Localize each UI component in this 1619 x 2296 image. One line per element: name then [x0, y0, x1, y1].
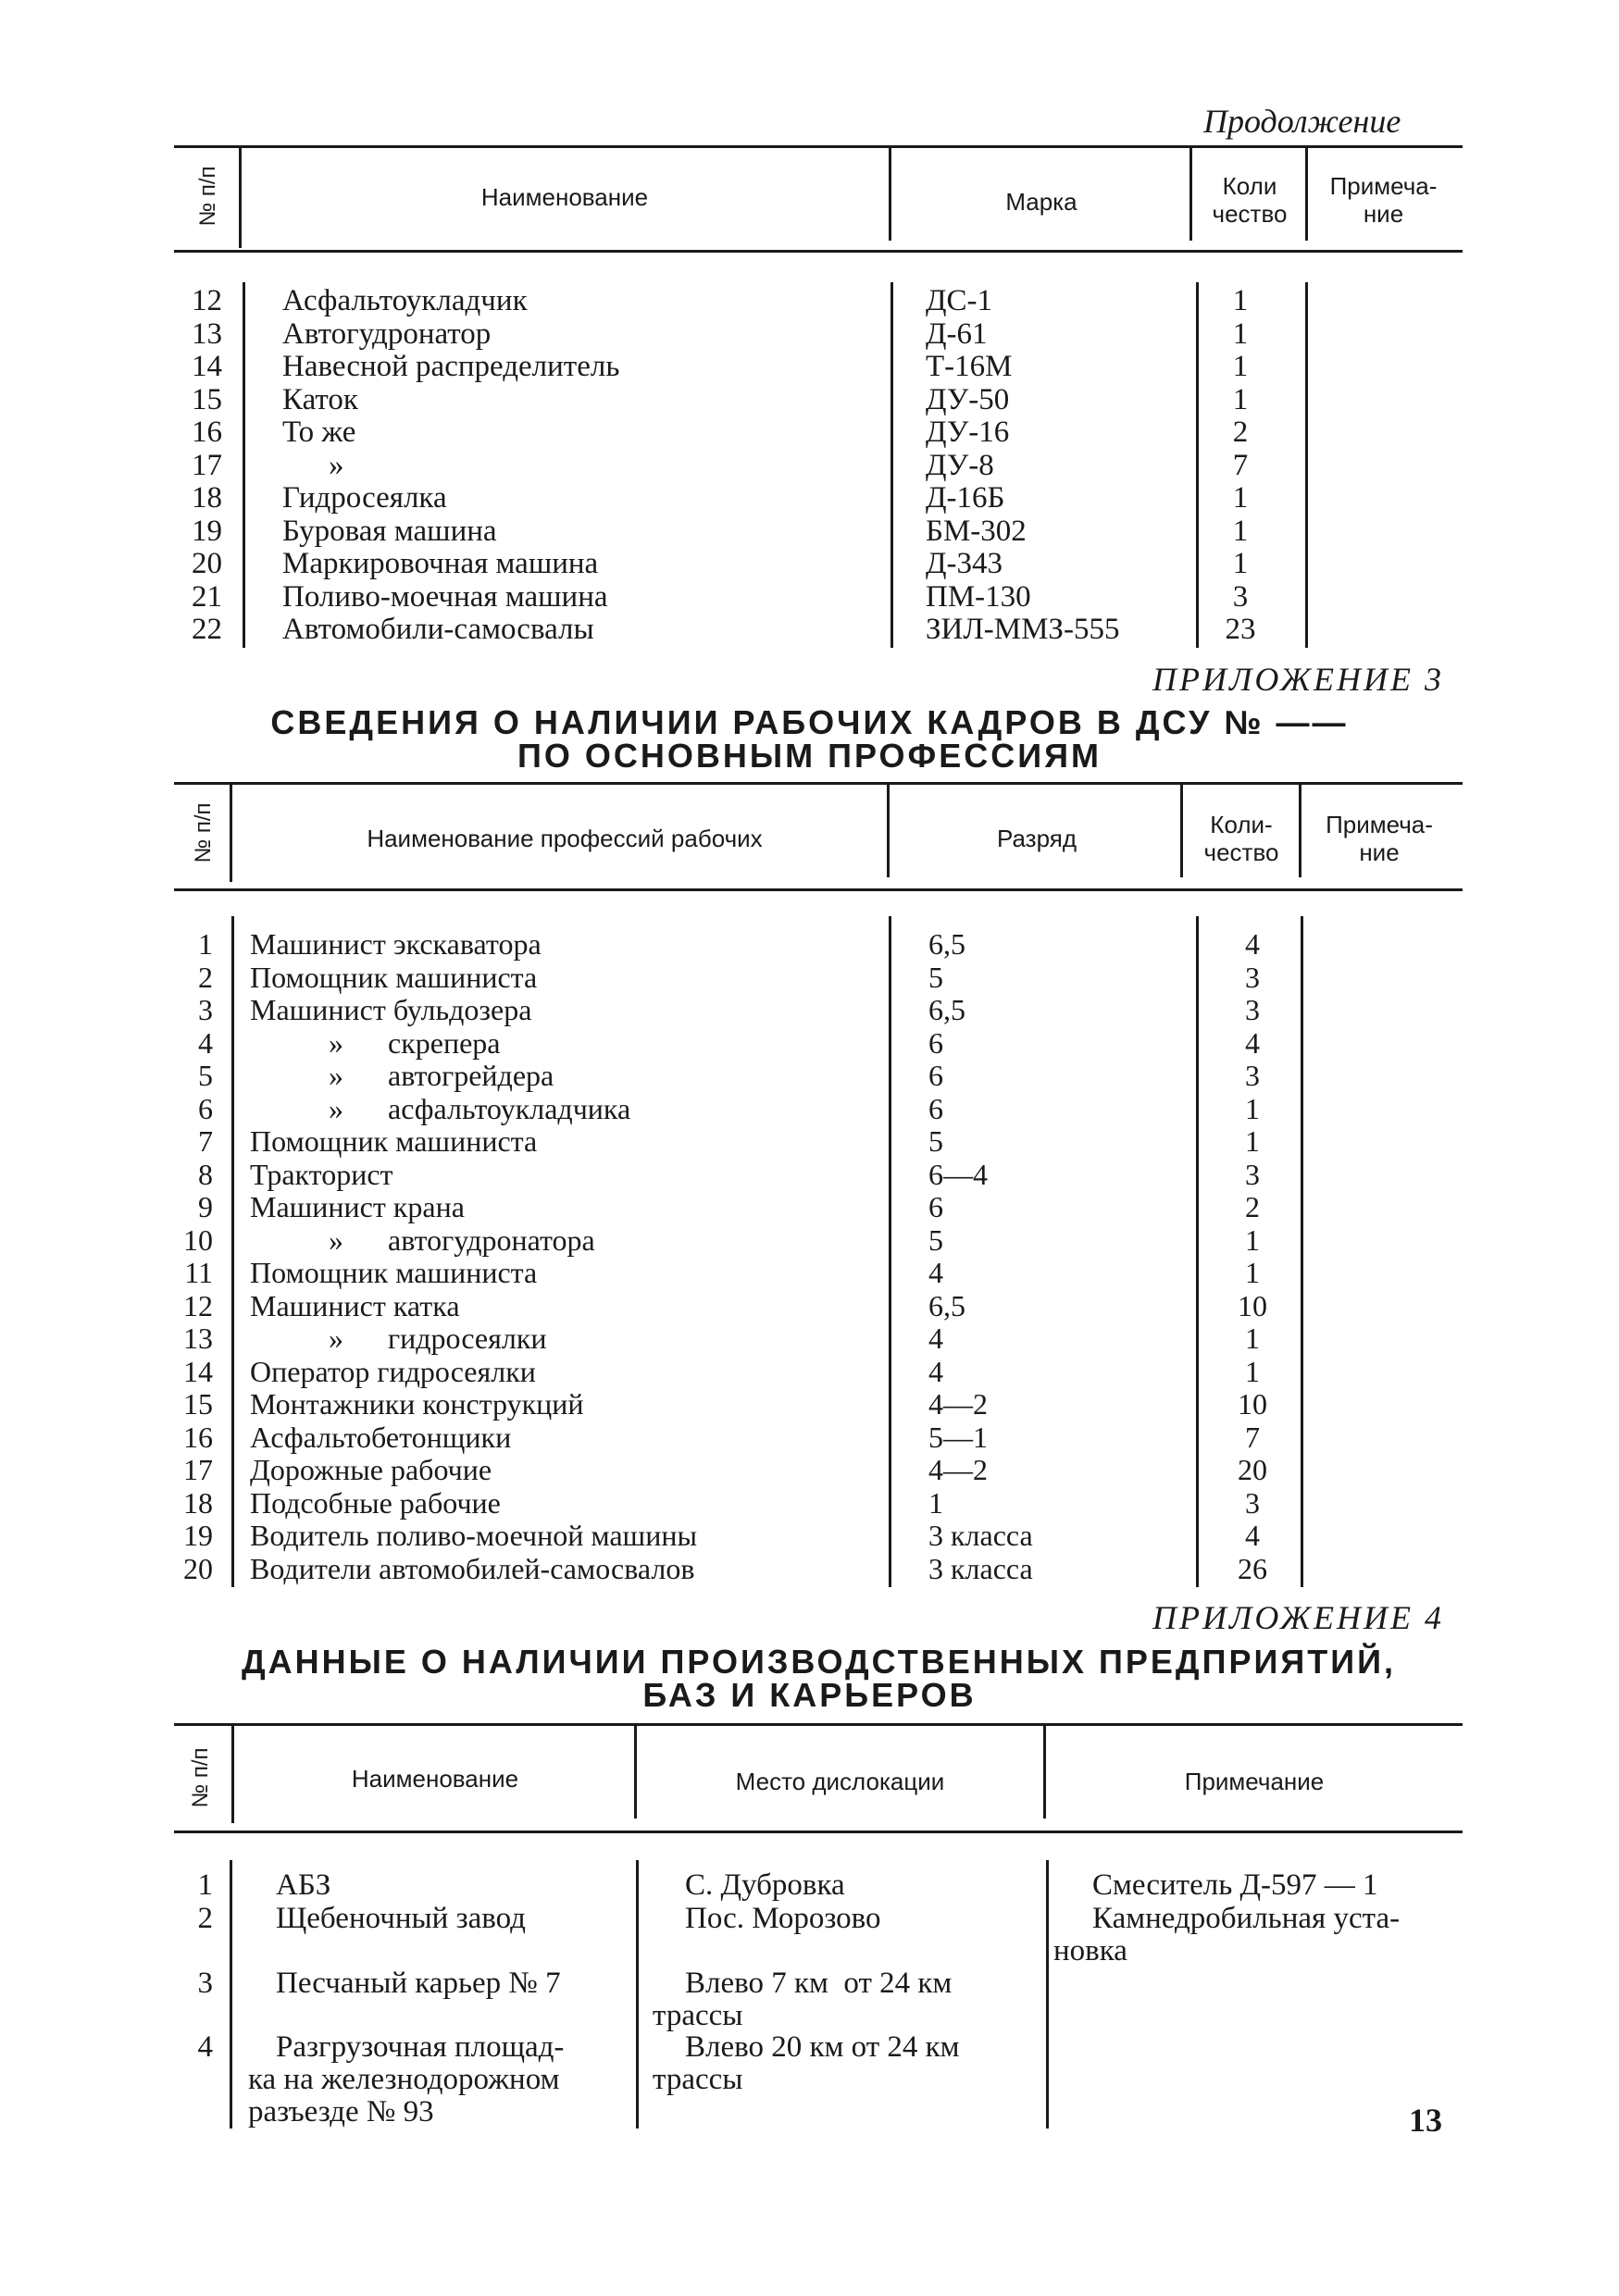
col-header-name: Наименование [351, 1765, 519, 1793]
row-number: 1 [197, 1868, 213, 1902]
table-row [0, 317, 1619, 351]
row-grade: 4 [928, 1354, 943, 1388]
row-number: 16 [183, 1420, 213, 1454]
row-grade: 6—4 [928, 1157, 988, 1191]
col-header-note: Примеча- ние [1326, 811, 1433, 866]
row-qty: 1 [1245, 1256, 1260, 1289]
row-profession: Машинист экскаватора [250, 927, 542, 961]
row-qty: 4 [1245, 1025, 1260, 1060]
row-profession: » автогрейдера [329, 1059, 554, 1092]
row-grade: 5 [928, 960, 943, 994]
appendix-3-title-line2: ПО ОСНОВНЫМ ПРОФЕССИЯМ [517, 737, 1102, 775]
row-qty: 1 [1232, 284, 1249, 317]
row-number: 9 [198, 1190, 213, 1223]
row-note-line: Камнедробильная уста- [1092, 1902, 1401, 1935]
row-number: 17 [192, 448, 222, 482]
row-profession: Машинист крана [250, 1190, 465, 1223]
row-qty: 10 [1238, 1288, 1267, 1322]
row-name-line: Песчаный карьер № 7 [276, 1967, 561, 2000]
row-qty: 1 [1232, 316, 1249, 351]
row-location-line: трассы [653, 2063, 743, 2096]
table-row [0, 1256, 1619, 1289]
col-header-qty: Коли чество [1212, 172, 1288, 228]
row-qty: 3 [1232, 579, 1249, 614]
row-brand: Д-61 [926, 316, 988, 351]
row-number: 19 [192, 514, 222, 548]
row-qty: 3 [1245, 1157, 1260, 1191]
row-grade: 4 [928, 1256, 943, 1289]
row-brand: ДУ-16 [926, 416, 1010, 449]
table-row [0, 1453, 1619, 1486]
row-brand: Т-16М [926, 350, 1013, 383]
row-profession: Машинист бульдозера [250, 993, 532, 1026]
page-number: 13 [1409, 2102, 1442, 2139]
table-row [0, 1289, 1619, 1322]
row-grade: 3 класса [928, 1519, 1033, 1552]
row-grade: 5 [928, 1124, 943, 1158]
row-name: Автомобили-самосвалы [282, 613, 594, 646]
row-number: 2 [198, 960, 213, 994]
col-header-name: Наименование [480, 183, 649, 211]
row-grade: 6,5 [928, 993, 965, 1026]
row-brand: БМ-302 [926, 514, 1027, 548]
appendix-3-title-line1: СВЕДЕНИЯ О НАЛИЧИИ РАБОЧИХ КАДРОВ В ДСУ № —— [270, 703, 1349, 741]
row-qty: 1 [1245, 1222, 1260, 1257]
row-number: 14 [183, 1354, 213, 1388]
row-brand: Д-16Б [926, 481, 1005, 515]
row-grade: 6,5 [928, 1288, 965, 1322]
table-row [0, 1158, 1619, 1191]
table-row [0, 1092, 1619, 1125]
row-name: Каток [282, 382, 358, 416]
row-profession: Водители автомобилей-самосвалов [250, 1551, 695, 1585]
row-name: Маркировочная машина [282, 547, 599, 580]
row-number: 22 [192, 613, 222, 646]
table-row [0, 1421, 1619, 1454]
row-grade: 4 [928, 1322, 943, 1355]
row-name: Навесной распределитель [282, 350, 620, 383]
col-header-grade: Разряд [997, 825, 1077, 852]
row-profession: Машинист катка [250, 1288, 460, 1322]
row-name-line: Щебеночный завод [276, 1902, 526, 1935]
row-name: То же [282, 416, 356, 449]
row-number: 13 [192, 316, 222, 351]
row-profession: Дорожные рабочие [250, 1453, 492, 1486]
row-number: 17 [183, 1453, 213, 1486]
row-qty: 1 [1232, 481, 1249, 515]
table-row [0, 927, 1619, 961]
row-number: 8 [198, 1157, 213, 1191]
row-grade: 5 [928, 1222, 943, 1257]
row-number: 14 [192, 350, 222, 383]
table-row [0, 1519, 1619, 1552]
row-profession: » асфальтоукладчика [329, 1091, 631, 1125]
row-brand: ДУ-50 [926, 382, 1010, 416]
row-profession: Помощник машиниста [250, 1124, 538, 1158]
row-grade: 3 класса [928, 1551, 1033, 1585]
table-row [0, 284, 1619, 317]
row-qty: 1 [1232, 547, 1249, 580]
row-qty: 23 [1225, 613, 1256, 646]
row-qty: 3 [1245, 993, 1260, 1026]
row-brand: ПМ-130 [926, 579, 1031, 614]
row-location-line: Влево 20 км от 24 км [685, 2030, 960, 2064]
table-row [0, 1124, 1619, 1158]
table-row [0, 547, 1619, 580]
row-profession: Помощник машиниста [250, 960, 538, 994]
row-qty: 4 [1245, 1519, 1260, 1552]
row-name-line: АБЗ [276, 1868, 331, 1902]
table-row [0, 580, 1619, 614]
table-row [0, 1322, 1619, 1355]
col-header-note: Примечание [1184, 1768, 1325, 1795]
col-header-location: Место дислокации [735, 1768, 945, 1795]
row-number: 3 [198, 993, 213, 1026]
row-number: 18 [192, 481, 222, 515]
row-profession: » автогудронатора [329, 1222, 595, 1257]
row-grade: 5—1 [928, 1420, 988, 1454]
row-qty: 1 [1245, 1124, 1260, 1158]
row-qty: 20 [1238, 1453, 1267, 1486]
row-number: 12 [183, 1288, 213, 1322]
row-number: 7 [198, 1124, 213, 1158]
table-row [0, 961, 1619, 994]
appendix-4-label: ПРИЛОЖЕНИЕ 4 [1152, 1599, 1444, 1636]
row-grade: 6,5 [928, 927, 965, 961]
row-location-line: трассы [653, 1999, 743, 2032]
row-number: 5 [198, 1059, 213, 1092]
row-profession: Оператор гидросеялки [250, 1354, 536, 1388]
row-number: 21 [192, 579, 222, 614]
col-header-note: Примеча- ние [1329, 172, 1438, 228]
table-row [0, 1552, 1619, 1585]
row-name-line: ка на железнодорожном [248, 2063, 560, 2096]
row-number: 3 [197, 1967, 213, 2000]
row-qty: 1 [1232, 382, 1249, 416]
col-header-num: № п/п [195, 166, 220, 227]
row-number: 12 [192, 284, 222, 317]
table-row [0, 515, 1619, 548]
table-row [0, 1355, 1619, 1388]
appendix-4-title-line2: БАЗ И КАРЬЕРОВ [642, 1676, 977, 1714]
row-qty: 10 [1238, 1387, 1267, 1421]
row-qty: 1 [1232, 350, 1249, 383]
row-number: 11 [184, 1256, 213, 1289]
row-profession: » гидросеялки [329, 1322, 547, 1355]
row-qty: 3 [1245, 1485, 1260, 1520]
row-qty: 7 [1232, 448, 1249, 482]
table-row [0, 1486, 1619, 1520]
row-number: 18 [183, 1485, 213, 1520]
row-qty: 1 [1245, 1091, 1260, 1125]
row-grade: 6 [928, 1059, 943, 1092]
row-name: Асфальтоукладчик [282, 284, 528, 317]
row-qty: 7 [1245, 1420, 1260, 1454]
table-row [0, 993, 1619, 1026]
row-number: 1 [198, 927, 213, 961]
table-row [0, 383, 1619, 416]
row-grade: 4—2 [928, 1387, 988, 1421]
row-qty: 3 [1245, 960, 1260, 994]
row-grade: 4—2 [928, 1453, 988, 1486]
row-qty: 4 [1245, 927, 1260, 961]
row-name: Автогудронатор [282, 316, 492, 351]
row-grade: 6 [928, 1190, 943, 1223]
table-row [0, 350, 1619, 383]
row-number: 13 [183, 1322, 213, 1355]
row-grade: 6 [928, 1025, 943, 1060]
row-location-line: Пос. Морозово [685, 1902, 881, 1935]
row-note-line: новка [1053, 1934, 1127, 1967]
continuation-label: Продолжение [1203, 103, 1401, 140]
row-profession: Подсобные рабочие [250, 1485, 501, 1520]
row-profession: Тракторист [250, 1157, 393, 1191]
row-qty: 1 [1245, 1354, 1260, 1388]
row-number: 6 [198, 1091, 213, 1125]
appendix-4-title-line1: ДАННЫЕ О НАЛИЧИИ ПРОИЗВОДСТВЕННЫХ ПРЕДПРИЯТИЙ, [242, 1643, 1396, 1681]
row-number: 10 [183, 1222, 213, 1257]
table-row [0, 613, 1619, 646]
row-brand: ЗИЛ-ММЗ-555 [926, 613, 1120, 646]
row-name: Поливо-моечная машина [282, 579, 608, 614]
row-qty: 3 [1245, 1059, 1260, 1092]
row-brand: Д-343 [926, 547, 1003, 580]
table-row [0, 449, 1619, 482]
col-header-num: № п/п [191, 802, 216, 863]
table-row [0, 1387, 1619, 1421]
row-note-line: Смеситель Д-597 — 1 [1092, 1868, 1378, 1902]
row-qty: 1 [1232, 514, 1249, 548]
row-qty: 2 [1245, 1190, 1260, 1223]
table-row [0, 1190, 1619, 1223]
row-location-line: С. Дубровка [685, 1868, 845, 1902]
col-header-qty: Коли- чество [1203, 811, 1279, 866]
row-profession: » скрепера [329, 1025, 501, 1060]
col-header-num: № п/п [188, 1747, 213, 1808]
row-grade: 6 [928, 1091, 943, 1125]
row-number: 2 [197, 1902, 213, 1935]
row-name-line: разъезде № 93 [248, 2095, 434, 2128]
table-row [0, 481, 1619, 515]
table-row [0, 1059, 1619, 1092]
row-qty: 26 [1238, 1551, 1267, 1585]
appendix-3-label: ПРИЛОЖЕНИЕ 3 [1152, 661, 1444, 698]
row-number: 19 [183, 1519, 213, 1552]
row-location-line: Влево 7 км от 24 км [685, 1967, 953, 2000]
row-profession: Асфальтобетонщики [250, 1420, 512, 1454]
row-qty: 2 [1232, 416, 1249, 449]
row-number: 16 [192, 416, 222, 449]
col-header-profession: Наименование профессий рабочих [367, 825, 763, 852]
col-header-brand: Марка [1005, 188, 1077, 216]
row-number: 4 [198, 1025, 213, 1060]
row-name: » [329, 448, 344, 482]
row-number: 20 [183, 1551, 213, 1585]
row-name: Гидросеялка [282, 481, 447, 515]
row-brand: ДУ-8 [926, 448, 994, 482]
row-number: 20 [192, 547, 222, 580]
row-name: Буровая машина [282, 514, 497, 548]
row-number: 4 [197, 2030, 213, 2064]
row-brand: ДС-1 [926, 284, 993, 317]
row-qty: 1 [1245, 1322, 1260, 1355]
row-number: 15 [192, 382, 222, 416]
row-profession: Монтажники конструкций [250, 1387, 584, 1421]
table-row [0, 1026, 1619, 1060]
row-profession: Помощник машиниста [250, 1256, 538, 1289]
row-profession: Водитель поливо-моечной машины [250, 1519, 697, 1552]
row-name-line: Разгрузочная площад- [276, 2030, 565, 2064]
table-row [0, 1223, 1619, 1257]
row-grade: 1 [928, 1485, 943, 1520]
table-row [0, 416, 1619, 449]
row-number: 15 [183, 1387, 213, 1421]
